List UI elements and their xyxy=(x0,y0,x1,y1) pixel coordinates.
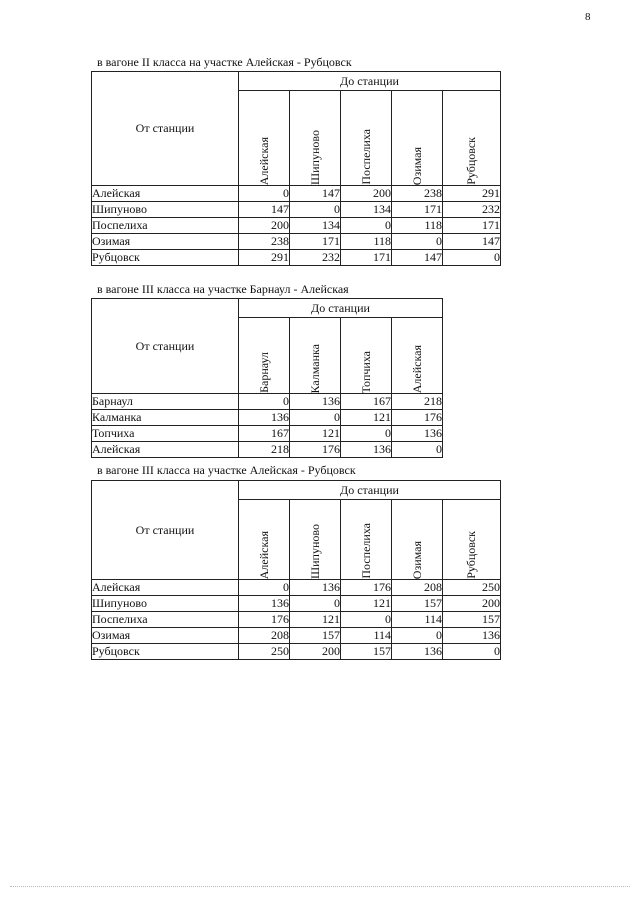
column-header: Рубцовск xyxy=(443,500,501,580)
fare-table xyxy=(91,480,501,660)
table-row xyxy=(92,628,501,644)
fare-cell: 121 xyxy=(341,596,392,612)
table-row xyxy=(92,250,501,266)
fare-cell: 200 xyxy=(443,596,501,612)
page-bottom-rule xyxy=(10,886,630,887)
row-station: Алейская xyxy=(92,580,239,596)
fare-cell: 157 xyxy=(341,644,392,660)
fare-cell: 291 xyxy=(443,186,501,202)
to-station-header: До станции xyxy=(239,72,501,91)
fare-cell: 134 xyxy=(290,218,341,234)
fare-cell: 0 xyxy=(341,426,392,442)
row-station: Поспелиха xyxy=(92,612,239,628)
fare-cell: 136 xyxy=(392,426,443,442)
column-header: Алейская xyxy=(392,318,443,394)
fare-cell: 0 xyxy=(392,628,443,644)
fare-cell: 200 xyxy=(239,218,290,234)
row-station: Шипуново xyxy=(92,596,239,612)
row-station: Барнаул xyxy=(92,394,239,410)
fare-cell: 136 xyxy=(239,410,290,426)
fare-cell: 176 xyxy=(341,580,392,596)
fare-cell: 0 xyxy=(239,186,290,202)
fare-cell: 121 xyxy=(290,612,341,628)
to-station-header: До станции xyxy=(239,299,443,318)
column-header: Озимая xyxy=(392,500,443,580)
fare-cell: 114 xyxy=(341,628,392,644)
fare-cell: 147 xyxy=(290,186,341,202)
fare-cell: 0 xyxy=(341,218,392,234)
fare-cell: 238 xyxy=(239,234,290,250)
table-row xyxy=(92,580,501,596)
fare-cell: 0 xyxy=(443,644,501,660)
fare-cell: 147 xyxy=(443,234,501,250)
column-header: Алейская xyxy=(239,500,290,580)
fare-cell: 0 xyxy=(239,580,290,596)
fare-cell: 147 xyxy=(239,202,290,218)
table-row xyxy=(92,612,501,628)
row-station: Шипуново xyxy=(92,202,239,218)
page-number: 8 xyxy=(585,11,591,23)
fare-cell: 171 xyxy=(341,250,392,266)
fare-cell: 232 xyxy=(443,202,501,218)
fare-cell: 200 xyxy=(341,186,392,202)
column-header: Алейская xyxy=(239,91,290,186)
fare-cell: 0 xyxy=(392,442,443,458)
table-row xyxy=(92,234,501,250)
table-row xyxy=(92,186,501,202)
fare-cell: 0 xyxy=(341,612,392,628)
fare-cell: 291 xyxy=(239,250,290,266)
column-header: Поспелиха xyxy=(341,91,392,186)
row-station: Поспелиха xyxy=(92,218,239,234)
fare-cell: 0 xyxy=(290,596,341,612)
fare-cell: 171 xyxy=(443,218,501,234)
fare-cell: 171 xyxy=(290,234,341,250)
from-station-header: От станции xyxy=(92,481,239,580)
fare-cell: 208 xyxy=(392,580,443,596)
row-station: Калманка xyxy=(92,410,239,426)
fare-cell: 121 xyxy=(341,410,392,426)
fare-cell: 208 xyxy=(239,628,290,644)
fare-cell: 200 xyxy=(290,644,341,660)
column-header: Шипуново xyxy=(290,91,341,186)
table-row xyxy=(92,426,443,442)
column-header: Шипуново xyxy=(290,500,341,580)
row-station: Алейская xyxy=(92,186,239,202)
table-caption: в вагоне II класса на участке Алейская - Рубцовск xyxy=(97,55,352,69)
fare-cell: 118 xyxy=(392,218,443,234)
fare-cell: 218 xyxy=(392,394,443,410)
fare-cell: 157 xyxy=(392,596,443,612)
fare-cell: 218 xyxy=(239,442,290,458)
row-station: Озимая xyxy=(92,234,239,250)
table-row xyxy=(92,644,501,660)
table-row xyxy=(92,202,501,218)
fare-table xyxy=(91,71,501,266)
fare-cell: 157 xyxy=(443,612,501,628)
fare-cell: 167 xyxy=(239,426,290,442)
table-row xyxy=(92,394,443,410)
fare-cell: 136 xyxy=(239,596,290,612)
column-header: Поспелиха xyxy=(341,500,392,580)
column-header: Рубцовск xyxy=(443,91,501,186)
table-row xyxy=(92,442,443,458)
fare-cell: 114 xyxy=(392,612,443,628)
from-station-header: От станции xyxy=(92,299,239,394)
fare-cell: 250 xyxy=(443,580,501,596)
fare-cell: 0 xyxy=(290,410,341,426)
fare-cell: 0 xyxy=(443,250,501,266)
fare-table xyxy=(91,298,443,458)
column-header: Озимая xyxy=(392,91,443,186)
fare-cell: 147 xyxy=(392,250,443,266)
fare-cell: 176 xyxy=(290,442,341,458)
row-station: Рубцовск xyxy=(92,644,239,660)
table-caption: в вагоне III класса на участке Алейская - Рубцовск xyxy=(97,463,356,477)
fare-cell: 118 xyxy=(341,234,392,250)
fare-cell: 0 xyxy=(392,234,443,250)
to-station-header: До станции xyxy=(239,481,501,500)
fare-cell: 134 xyxy=(341,202,392,218)
fare-cell: 136 xyxy=(443,628,501,644)
table-caption: в вагоне III класса на участке Барнаул - Алейская xyxy=(97,282,349,296)
fare-cell: 176 xyxy=(392,410,443,426)
fare-cell: 167 xyxy=(341,394,392,410)
fare-cell: 157 xyxy=(290,628,341,644)
fare-cell: 250 xyxy=(239,644,290,660)
column-header: Топчиха xyxy=(341,318,392,394)
table-row xyxy=(92,596,501,612)
fare-cell: 136 xyxy=(290,394,341,410)
fare-cell: 136 xyxy=(341,442,392,458)
column-header: Калманка xyxy=(290,318,341,394)
fare-cell: 238 xyxy=(392,186,443,202)
column-header: Барнаул xyxy=(239,318,290,394)
row-station: Алейская xyxy=(92,442,239,458)
fare-cell: 232 xyxy=(290,250,341,266)
table-row xyxy=(92,218,501,234)
fare-cell: 136 xyxy=(290,580,341,596)
row-station: Рубцовск xyxy=(92,250,239,266)
from-station-header: От станции xyxy=(92,72,239,186)
fare-cell: 176 xyxy=(239,612,290,628)
fare-cell: 171 xyxy=(392,202,443,218)
fare-cell: 121 xyxy=(290,426,341,442)
row-station: Топчиха xyxy=(92,426,239,442)
table-row xyxy=(92,410,443,426)
fare-cell: 0 xyxy=(239,394,290,410)
row-station: Озимая xyxy=(92,628,239,644)
fare-cell: 0 xyxy=(290,202,341,218)
fare-cell: 136 xyxy=(392,644,443,660)
